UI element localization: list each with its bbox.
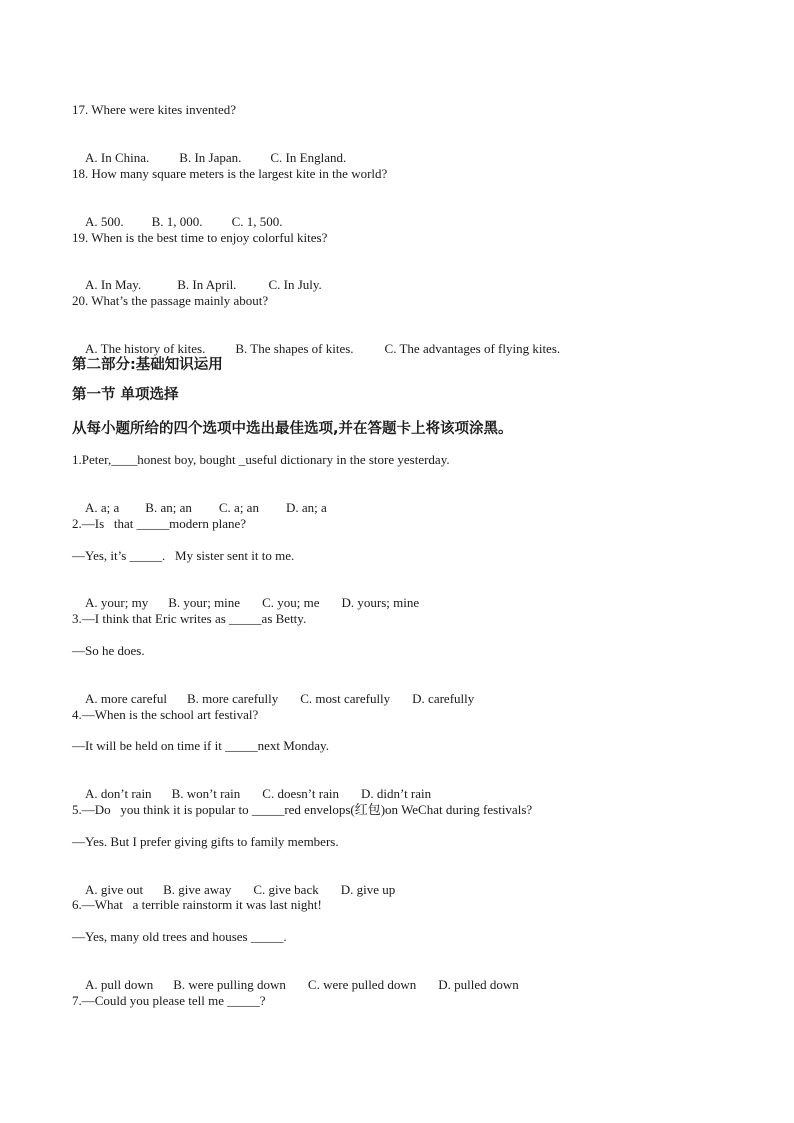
grammar-question-6: 6.—What a terrible rainstorm it was last night!	[72, 897, 322, 912]
option-a: A. a; a	[85, 500, 120, 515]
grammar-question-2: 2.—Is that _____modern plane?	[72, 516, 247, 531]
question-20: 20. What’s the passage mainly about?	[72, 293, 269, 308]
option-b: B. In Japan.	[179, 150, 242, 165]
option-c: C. most carefully	[300, 691, 391, 706]
grammar-question-1: 1.Peter,____honest boy, bought _useful dictionary in the store yesterday.	[72, 452, 450, 467]
grammar-question-6-reply: —Yes, many old trees and houses _____.	[72, 929, 287, 944]
part-title: 第二部分:基础知识运用	[72, 357, 223, 373]
option-c: C. 1, 500.	[231, 214, 283, 229]
option-b: B. In April.	[177, 277, 237, 292]
option-c: C. you; me	[262, 595, 320, 610]
option-c: C. a; an	[218, 500, 259, 515]
option-b: B. give away	[163, 882, 232, 897]
option-a: A. In China.	[85, 150, 150, 165]
option-c: C. In England.	[270, 150, 347, 165]
option-a: A. In May.	[85, 277, 142, 292]
option-b: B. won’t rain	[171, 786, 241, 801]
grammar-question-7: 7.—Could you please tell me _____?	[72, 993, 266, 1008]
section-instruction: 从每小题所给的四个选项中选出最佳选项,并在答题卡上将该项涂黑。	[72, 421, 513, 437]
option-b: B. more carefully	[186, 691, 279, 706]
option-b: B. an; an	[145, 500, 192, 515]
option-c: C. doesn’t rain	[262, 786, 339, 801]
option-d: D. yours; mine	[341, 595, 420, 610]
grammar-question-5: 5.—Do you think it is popular to _____red envelops(红包)on WeChat during festivals?	[72, 802, 533, 817]
option-b: B. your; mine	[168, 595, 241, 610]
option-d: D. pulled down	[438, 977, 519, 992]
grammar-question-4: 4.—When is the school art festival?	[72, 707, 259, 722]
option-c: C. The advantages of flying kites.	[384, 341, 561, 356]
option-a: A. don’t rain	[85, 786, 152, 801]
option-a: A. more careful	[85, 691, 167, 706]
option-d: D. didn’t rain	[360, 786, 432, 801]
grammar-question-4-reply: —It will be held on time if it _____next Monday.	[72, 738, 329, 753]
section-title: 第一节 单项选择	[72, 387, 179, 403]
option-a: A. give out	[85, 882, 144, 897]
question-17: 17. Where were kites invented?	[72, 102, 236, 117]
question-19: 19. When is the best time to enjoy colorful kites?	[72, 230, 328, 245]
option-b: B. 1, 000.	[151, 214, 203, 229]
option-c: C. give back	[253, 882, 319, 897]
option-a: A. your; my	[85, 595, 149, 610]
grammar-question-3: 3.—I think that Eric writes as _____as Betty.	[72, 611, 307, 626]
option-a: A. 500.	[85, 214, 124, 229]
option-d: D. an; a	[285, 500, 327, 515]
option-a: A. The history of kites.	[85, 341, 206, 356]
option-d: D. carefully	[412, 691, 475, 706]
option-b: B. were pulling down	[173, 977, 286, 992]
grammar-question-2-reply: —Yes, it’s _____. My sister sent it to me.	[72, 548, 295, 563]
option-d: D. give up	[340, 882, 396, 897]
option-a: A. pull down	[85, 977, 154, 992]
option-c: C. In July.	[268, 277, 322, 292]
option-c: C. were pulled down	[307, 977, 417, 992]
grammar-question-3-reply: —So he does.	[72, 643, 145, 658]
question-18: 18. How many square meters is the largest kite in the world?	[72, 166, 388, 181]
grammar-question-5-reply: —Yes. But I prefer giving gifts to family members.	[72, 834, 339, 849]
option-b: B. The shapes of kites.	[235, 341, 354, 356]
